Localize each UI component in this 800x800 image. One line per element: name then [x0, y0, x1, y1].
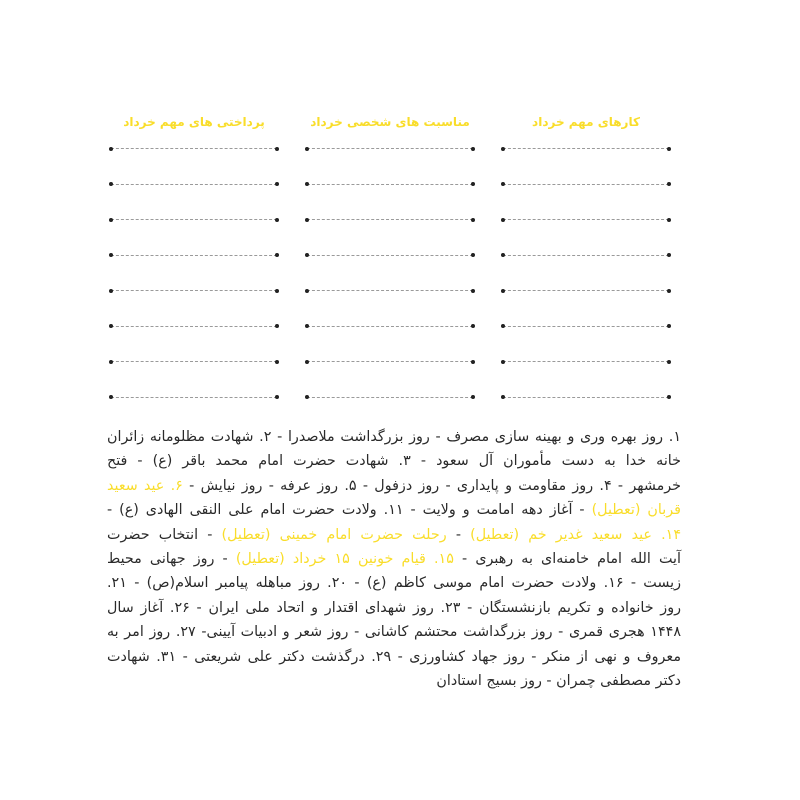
write-in-line[interactable]: [307, 255, 473, 256]
write-in-line[interactable]: [307, 184, 473, 185]
write-in-line[interactable]: [111, 397, 277, 398]
event-text: روز خانواده و تکریم بازنشستگان - ۲۳. روز شهدای اقتدار و اتحاد ملی ایران - ۲۶. آغاز سال: [107, 599, 681, 616]
write-in-line[interactable]: [111, 361, 277, 362]
event-text: -: [446, 526, 471, 543]
write-in-line[interactable]: [111, 148, 277, 149]
write-in-line[interactable]: [503, 255, 669, 256]
event-text: ۱۴۴۸ هجری قمری - روز بزرگداشت محتشم کاشانی - روز شعر و ادبیات آیینی- ۲۷. روز امر به: [107, 624, 681, 641]
write-in-line[interactable]: [111, 255, 277, 256]
events-line: [107, 547, 681, 571]
write-in-line[interactable]: [111, 290, 277, 291]
events-line: [107, 645, 681, 669]
month-events-text: [107, 425, 681, 693]
events-line: [107, 571, 681, 595]
event-text: خانه خدا به دست مأموران آل سعود - ۳. شهادت حضرت امام محمد باقر (ع) - فتح: [107, 453, 682, 470]
important-payments-column: [111, 112, 277, 132]
write-in-line[interactable]: [307, 397, 473, 398]
events-line: [107, 523, 681, 547]
write-in-line[interactable]: [307, 219, 473, 220]
event-text: - انتخاب حضرت: [107, 526, 222, 543]
write-in-line[interactable]: [111, 184, 277, 185]
holiday-text: ۱۵. قیام خونین ۱۵ خرداد (تعطیل): [235, 550, 454, 567]
personal-occasions-column: [307, 112, 473, 132]
column-title: کارهای مهم خرداد: [532, 115, 640, 129]
write-in-line[interactable]: [503, 148, 669, 149]
write-in-line[interactable]: [503, 290, 669, 291]
events-line: [107, 620, 681, 644]
write-in-line[interactable]: [503, 326, 669, 327]
write-in-line[interactable]: [307, 148, 473, 149]
events-line: [107, 425, 681, 449]
write-in-line[interactable]: [111, 326, 277, 327]
event-text: - آغاز دهه امامت و ولایت - ۱۱. ولادت حضرت امام علی النقی الهادی (ع) -: [107, 502, 592, 519]
event-text: خرمشهر - ۴. روز مقاومت و پایداری - روز دزفول - ۵. روز عرفه - روز نیایش -: [182, 477, 681, 494]
event-text: زیست - ۱۶. ولادت حضرت امام موسی کاظم (ع) - ۲۰. روز مباهله پیامبر اسلام(ص) - ۲۱.: [107, 575, 681, 592]
event-text: آیت الله امام خامنه‌ای به رهبری -: [453, 550, 682, 567]
holiday-text: قربان (تعطیل): [591, 502, 681, 519]
event-text: - روز جهانی محیط: [107, 550, 236, 567]
write-in-line[interactable]: [307, 361, 473, 362]
holiday-text: رحلت حضرت امام خمینی (تعطیل): [221, 526, 447, 543]
events-line: [107, 474, 681, 498]
write-in-line[interactable]: [307, 290, 473, 291]
holiday-text: ۶. عید سعید: [107, 477, 183, 494]
write-in-line[interactable]: [307, 326, 473, 327]
event-text: دکتر مصطفی چمران - روز بسیج استادان: [436, 672, 681, 689]
event-text: معروف و نهی از منکر - روز جهاد کشاورزی - ۲۹. درگذشت دکتر علی شریعتی - ۳۱. شهادت: [107, 648, 681, 665]
column-title: پرداختی های مهم خرداد: [123, 115, 265, 129]
write-in-line[interactable]: [503, 361, 669, 362]
write-in-line[interactable]: [503, 219, 669, 220]
column-title: مناسبت های شخصی خرداد: [310, 115, 470, 129]
events-line: [107, 498, 681, 522]
important-tasks-column: [503, 112, 669, 132]
events-line: [107, 449, 681, 473]
event-text: ۱. روز بهره وری و بهینه سازی مصرف - روز بزرگداشت ملاصدرا - ۲. شهادت مظلومانه زائران: [107, 429, 681, 445]
write-in-line[interactable]: [111, 219, 277, 220]
events-line: [107, 596, 681, 620]
write-in-line[interactable]: [503, 397, 669, 398]
write-in-line[interactable]: [503, 184, 669, 185]
events-line: [107, 669, 681, 693]
holiday-text: ۱۴. عید سعید غدیر خم (تعطیل): [470, 526, 681, 543]
